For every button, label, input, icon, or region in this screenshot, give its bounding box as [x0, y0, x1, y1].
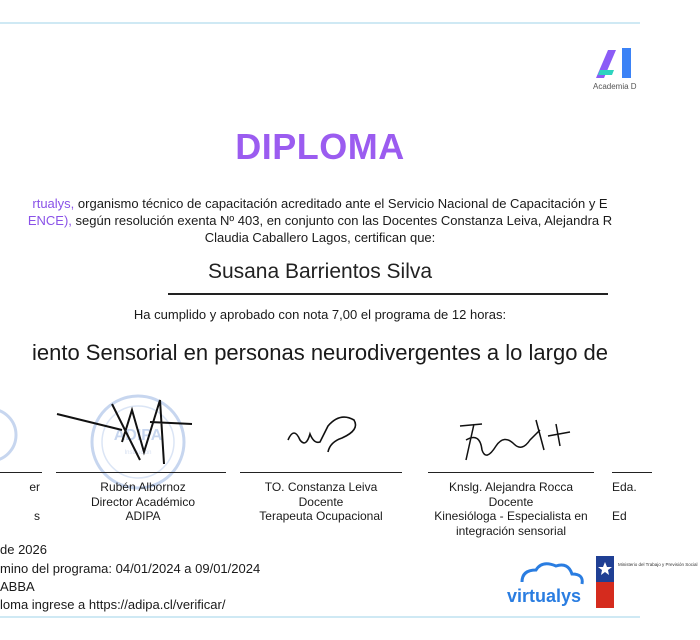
signer-5 — [612, 480, 652, 524]
signer-leiva-role: Docente — [298, 494, 344, 509]
signature-albornoz — [52, 392, 202, 467]
signature-line-2 — [56, 472, 226, 473]
signer-1-line-1: er — [29, 480, 40, 494]
recipient-name: Susana Barrientos Silva — [207, 260, 433, 283]
signature-leiva — [280, 408, 370, 458]
signer-albornoz-role: Director Académico — [90, 494, 196, 509]
seal-text: ADIPA — [113, 427, 163, 444]
intro-org: rtualys, — [32, 196, 75, 211]
program-dates: mino del programa: 04/01/2024 a 09/01/2024 — [0, 561, 261, 576]
signer-leiva-profession: Terapeuta Ocupacional — [259, 509, 383, 523]
svg-text:Institución: Institución — [124, 450, 152, 456]
intro-line-1 — [0, 195, 680, 212]
intro-paragraph — [0, 195, 680, 246]
signer-1-spacer — [0, 495, 40, 510]
signer-rocca — [420, 480, 602, 538]
signature-line-1 — [0, 472, 42, 473]
signer-rocca-name: Knslg. Alejandra Rocca — [448, 480, 574, 494]
intro-line-3: Claudia Caballero Lagos, certifican que: — [204, 230, 436, 245]
bottom-border — [0, 616, 640, 618]
verification-code: ABBA — [0, 579, 35, 594]
signer-5-line-1: Eda. — [612, 480, 637, 494]
intro-line-1-text: organismo técnico de capacitación acreditado ante el Servicio Nacional de Capacitación y E — [74, 196, 608, 211]
signer-5-line-2: Ed — [612, 509, 627, 523]
intro-line-2-text: según resolución exenta Nº 403, en conjunto con las Docentes Constanza Leiva, Alejandra R — [71, 213, 613, 228]
diploma-title: DIPLOMA — [235, 126, 405, 167]
government-logo-icon — [596, 556, 698, 608]
gov-text: Ministerio del Trabajo y Previsión Social — [618, 562, 698, 567]
signer-1-line-2: s — [34, 509, 40, 523]
signer-rocca-profession-1: Kinesióloga - Especialista en — [434, 509, 588, 523]
signature-line-3 — [240, 472, 402, 473]
signer-5-spacer — [612, 495, 652, 510]
signer-rocca-role: Docente — [488, 494, 534, 509]
intro-line-2 — [0, 212, 680, 229]
signer-albornoz-org: ADIPA — [125, 509, 161, 523]
virtualys-logo-icon — [498, 558, 590, 608]
verification-link[interactable]: loma ingrese a https://adipa.cl/verificar/ — [0, 597, 226, 612]
signer-leiva — [240, 480, 402, 524]
intro-accent: ENCE), — [27, 213, 72, 228]
logo-caption: Academia D — [593, 82, 637, 91]
signer-albornoz-name: Rubén Albornoz — [100, 480, 186, 494]
signer-1 — [0, 480, 40, 524]
virtualys-text: virtualys — [506, 586, 582, 606]
issue-date: de 2026 — [0, 542, 47, 557]
partial-seal-icon — [0, 405, 20, 465]
signer-leiva-name: TO. Constanza Leiva — [264, 480, 378, 494]
signature-line-5 — [612, 472, 652, 473]
signature-rocca — [452, 410, 582, 470]
signature-line-4 — [428, 472, 594, 473]
program-title: iento Sensorial en personas neurodivergentes a lo largo de — [31, 340, 609, 365]
name-underline — [168, 293, 608, 295]
completion-status: Ha cumplido y aprobado con nota 7,00 el programa de 12 horas: — [133, 307, 507, 322]
top-border — [0, 22, 640, 24]
signer-rocca-profession-2: integración sensorial — [455, 523, 567, 538]
signer-albornoz — [58, 480, 228, 524]
